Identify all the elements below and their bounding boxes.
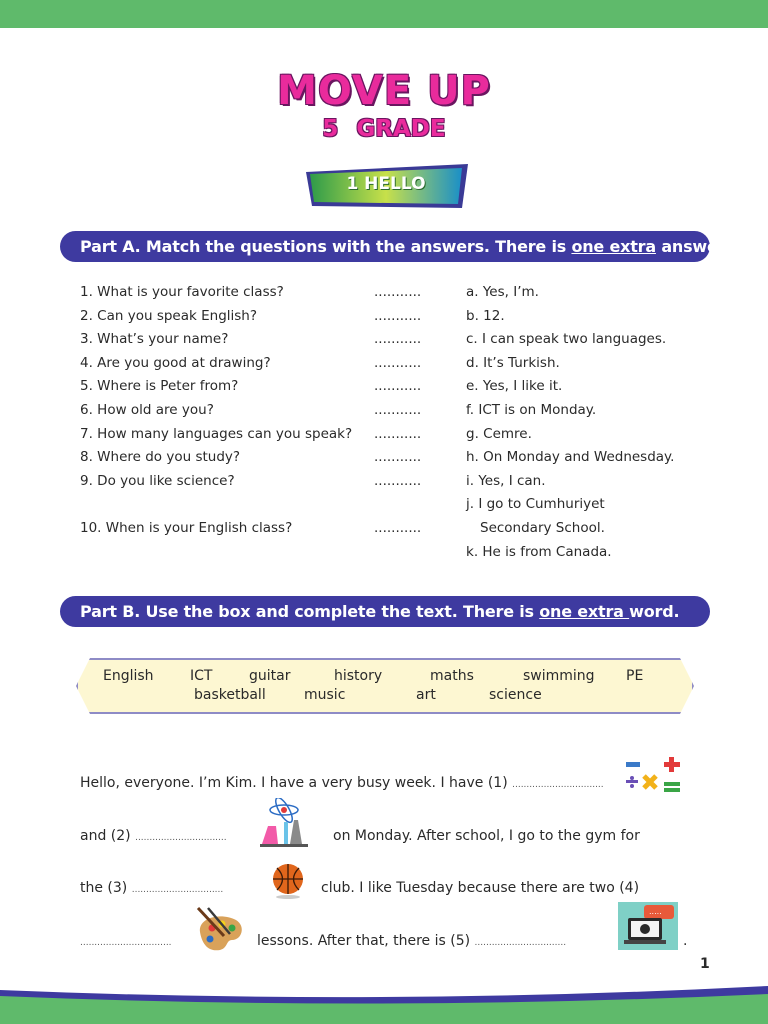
answer-item: k. He is from Canada. (466, 543, 612, 560)
question-item: 4. Are you good at drawing? (80, 354, 271, 371)
answer-item: e. Yes, I like it. (466, 378, 563, 395)
answer-blank[interactable]: ........... (374, 354, 422, 371)
word-box-inner (80, 662, 690, 710)
blank-1[interactable]: ................................ (512, 780, 604, 790)
answer-blank[interactable]: ........... (374, 331, 422, 348)
answer-blank[interactable]: ........... (374, 284, 422, 300)
question-item: 7. How many languages can you speak? (80, 425, 353, 442)
question-item: 1. What is your favorite class? (80, 284, 284, 300)
answer-item: g. Cemre. (466, 425, 532, 442)
art-palette-icon (194, 906, 248, 954)
word-box-item: art (416, 687, 436, 703)
blank-5[interactable]: ................................ (474, 938, 567, 948)
answer-list (466, 281, 674, 564)
answer-blank[interactable]: ........... (374, 519, 422, 536)
part-a-instruction-text: Part A. Match the questions with the answers. There is (80, 237, 572, 256)
science-lab-icon (258, 798, 310, 848)
bottom-wave-band (0, 976, 768, 1024)
story-line-1 (80, 775, 604, 791)
book-title: MOVE UP (277, 68, 491, 114)
word-box-item: swimming (523, 668, 595, 684)
story-line-3 (80, 880, 223, 896)
maths-symbols-icon (624, 756, 686, 798)
answer-blank[interactable]: ........... (374, 401, 422, 418)
word-box-item: English (103, 668, 154, 684)
story-line-4 (257, 933, 566, 949)
part-b-instruction (60, 596, 710, 627)
blank-4-dots: ................................ (80, 938, 172, 948)
answer-blank-spacer (374, 493, 421, 517)
answer-item: f. ICT is on Monday. (466, 401, 597, 418)
question-item: 8. Where do you study? (80, 449, 241, 466)
question-item: 2. Can you speak English? (80, 307, 258, 324)
grade-title: 5 GRADE (322, 116, 446, 142)
answer-item: j. I go to Cumhuriyet (466, 496, 605, 513)
question-item: 9. Do you like science? (80, 472, 235, 489)
part-b-instruction-emphasis: one extra (539, 602, 630, 621)
part-a-instruction (60, 231, 729, 262)
part-b-instruction-end: word. (629, 602, 680, 621)
word-box-item: ICT (190, 668, 213, 684)
blank-4[interactable] (80, 933, 172, 949)
word-box-item: PE (626, 668, 644, 684)
page-number: 1 (700, 956, 710, 972)
story-line-3-end: club. I like Tuesday because there are two (4) (321, 880, 640, 896)
top-green-band (0, 0, 768, 28)
question-list (80, 281, 352, 541)
word-box-item: history (334, 668, 383, 684)
story-text: lessons. After that, there is (5) (257, 933, 471, 949)
answer-blank[interactable]: ........... (374, 378, 422, 395)
story-text: the (3) (80, 880, 128, 896)
answer-item: a. Yes, I’m. (466, 284, 539, 300)
answer-blank[interactable]: ........... (374, 307, 422, 324)
answer-item: d. It’s Turkish. (466, 354, 560, 371)
blank-3[interactable]: ................................ (131, 885, 224, 895)
ict-computer-icon (618, 902, 678, 950)
story-period: . (683, 933, 688, 949)
answer-item-continued: Secondary School. (480, 519, 605, 536)
question-item: 6. How old are you? (80, 401, 214, 418)
word-box-item: science (489, 687, 542, 703)
story-text: Hello, everyone. I’m Kim. I have a very busy week. I have (1) (80, 775, 508, 791)
answer-item: i. Yes, I can. (466, 472, 546, 489)
word-box-item: basketball (194, 687, 266, 703)
answer-item: h. On Monday and Wednesday. (466, 449, 675, 466)
answer-blank[interactable]: ........... (374, 425, 422, 442)
unit-label: 1 HELLO (346, 174, 426, 194)
basketball-icon (270, 862, 306, 900)
question-spacer (80, 493, 352, 517)
svg-text:.....: ..... (649, 907, 662, 916)
story-line-2-end: on Monday. After school, I go to the gym for (333, 828, 640, 844)
story-text: and (2) (80, 828, 131, 844)
story-line-2 (80, 828, 227, 844)
blank-2[interactable]: ................................ (135, 833, 227, 843)
word-box-item: music (304, 687, 346, 703)
part-a-instruction-emphasis: one extra (571, 237, 656, 256)
answer-item: c. I can speak two languages. (466, 331, 667, 348)
question-item: 5. Where is Peter from? (80, 378, 239, 395)
answer-blank[interactable]: ........... (374, 472, 422, 489)
question-item: 3. What’s your name? (80, 331, 229, 348)
question-item: 10. When is your English class? (80, 519, 293, 536)
answer-item: b. 12. (466, 307, 505, 324)
part-b-instruction-text: Part B. Use the box and complete the text. There is (80, 602, 540, 621)
part-a-instruction-end: answer. (655, 237, 729, 256)
answer-blanks (374, 281, 421, 541)
word-box-item: maths (430, 668, 474, 684)
answer-blank[interactable]: ........... (374, 449, 422, 466)
word-box-item: guitar (249, 668, 291, 684)
